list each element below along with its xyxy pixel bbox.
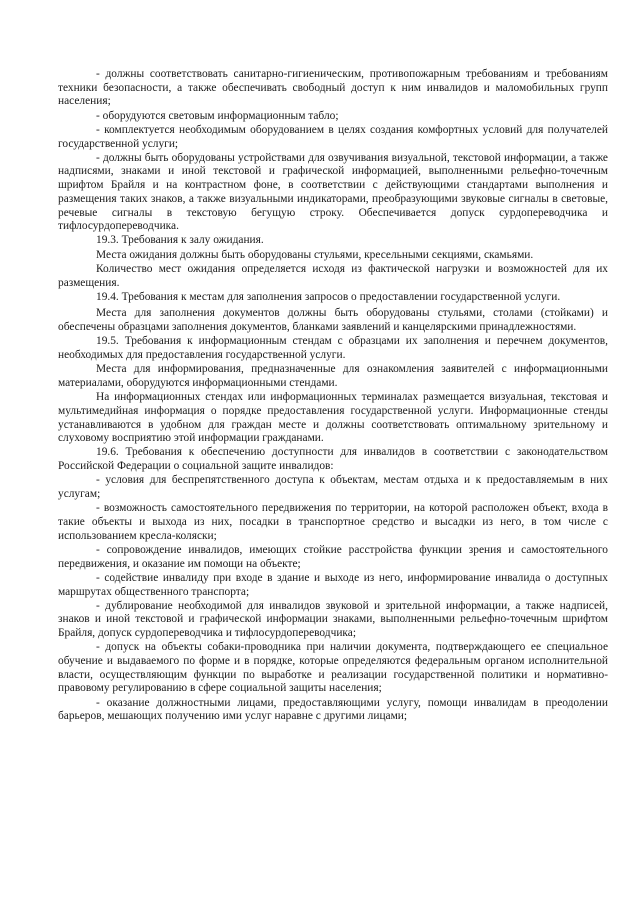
document-body bbox=[58, 68, 608, 725]
paragraph-7: Количество мест ожидания определяется исходя из фактической нагрузки и возможностей для их размещения. bbox=[58, 262, 608, 289]
paragraph-2: - оборудуются световым информационным табло; bbox=[96, 109, 339, 122]
section-19-5-heading: 19.5. Требования к информационным стендам с образцами их заполнения и перечнем документов, необходимых для предоставления государственной услуги. bbox=[58, 335, 608, 362]
section-19-6-heading: 19.6. Требования к обеспечению доступности для инвалидов в соответствии с законодательством Российской Федерации о социальной защите инвалидов: bbox=[58, 446, 608, 473]
paragraph-6: Места ожидания должны быть оборудованы стульями, кресельными секциями, скамьями. bbox=[96, 248, 534, 261]
paragraph-18: - дублирование необходимой для инвалидов звуковой и зрительной информации, а также надписей, знаков и иной текстовой и графической информации знаками, выполненными рельефно-точечным шрифтом Брайля, допуск сурдопереводчика и тифлосурдопереводчика; bbox=[58, 599, 608, 640]
paragraph-1: - должны соответствовать санитарно-гигиеническим, противопожарным требованиям и требованиям техники безопасности, а также обеспечивать свободный доступ к ним инвалидов и маломобильных групп населения; bbox=[58, 68, 608, 108]
section-19-4-heading: 19.4. Требования к местам для заполнения запросов о предоставлении государственной услуги. bbox=[96, 290, 561, 303]
paragraph-4: - должны быть оборудованы устройствами для озвучивания визуальной, текстовой информации, а также надписями, знаками и иной текстовой и графической информацией, выполненными рельефно-точечным шрифтом Брайля и на контрастном фоне, в соответствии с действующими стандартами выполнения и размещения таких знаков, а также визуальными индикаторами, преобразующими звуковые сигналы в световые, речевые сигналы в текстовую бегущую строку. Обеспечивается допуск сурдопереводчика и тифлосурдопереводчика. bbox=[58, 151, 608, 233]
paragraph-15: - возможность самостоятельного передвижения по территории, на которой расположен объект, входа в такие объекты и выхода из них, посадки в транспортное средство и высадки из него, в том числе с использованием кресла-коляски; bbox=[58, 502, 608, 542]
paragraph-17: - содействие инвалиду при входе в здание и выходе из него, информирование инвалида о доступных маршрутах общественного транспорта; bbox=[58, 571, 608, 598]
paragraph-20: - оказание должностными лицами, предоставляющими услугу, помощи инвалидам в преодолении барьеров, мешающих получению ими услуг наравне с другими лицами; bbox=[58, 696, 608, 723]
paragraph-16: - сопровождение инвалидов, имеющих стойкие расстройства функции зрения и самостоятельного передвижения, и оказание им помощи на объекте; bbox=[58, 543, 608, 570]
paragraph-3: - комплектуется необходимым оборудованием в целях создания комфортных условий для получателей государственной услуги; bbox=[58, 123, 608, 150]
paragraph-12: На информационных стендах или информационных терминалах размещается визуальная, текстовая и мультимедийная информация о порядке предоставления государственной услуги. Информационные стенды устанавливаются в удобном для граждан месте и должны соответствовать оптимальному зрительному и слуховому восприятию этой информации гражданами. bbox=[58, 391, 608, 445]
paragraph-19: - допуск на объекты собаки-проводника при наличии документа, подтверждающего ее специальное обучение и выдаваемого по форме и в порядке, которые определяются федеральным органом исполнительной власти, осуществляющим функции по выработке и реализации государственной политики и нормативно-правовому регулированию в сфере социальной защиты населения; bbox=[58, 641, 608, 695]
paragraph-14: - условия для беспрепятственного доступа к объектам, местам отдыха и к предоставляемым в них услугам; bbox=[58, 474, 608, 501]
section-19-3-heading: 19.3. Требования к залу ожидания. bbox=[96, 234, 264, 247]
paragraph-11: Места для информирования, предназначенные для ознакомления заявителей с информационными материалами, оборудуются информационными стендами. bbox=[58, 363, 608, 389]
paragraph-9: Места для заполнения документов должны быть оборудованы стульями, столами (стойками) и обеспечены образцами заполнения документов, бланками заявлений и канцелярскими принадлежностями. bbox=[58, 307, 608, 334]
